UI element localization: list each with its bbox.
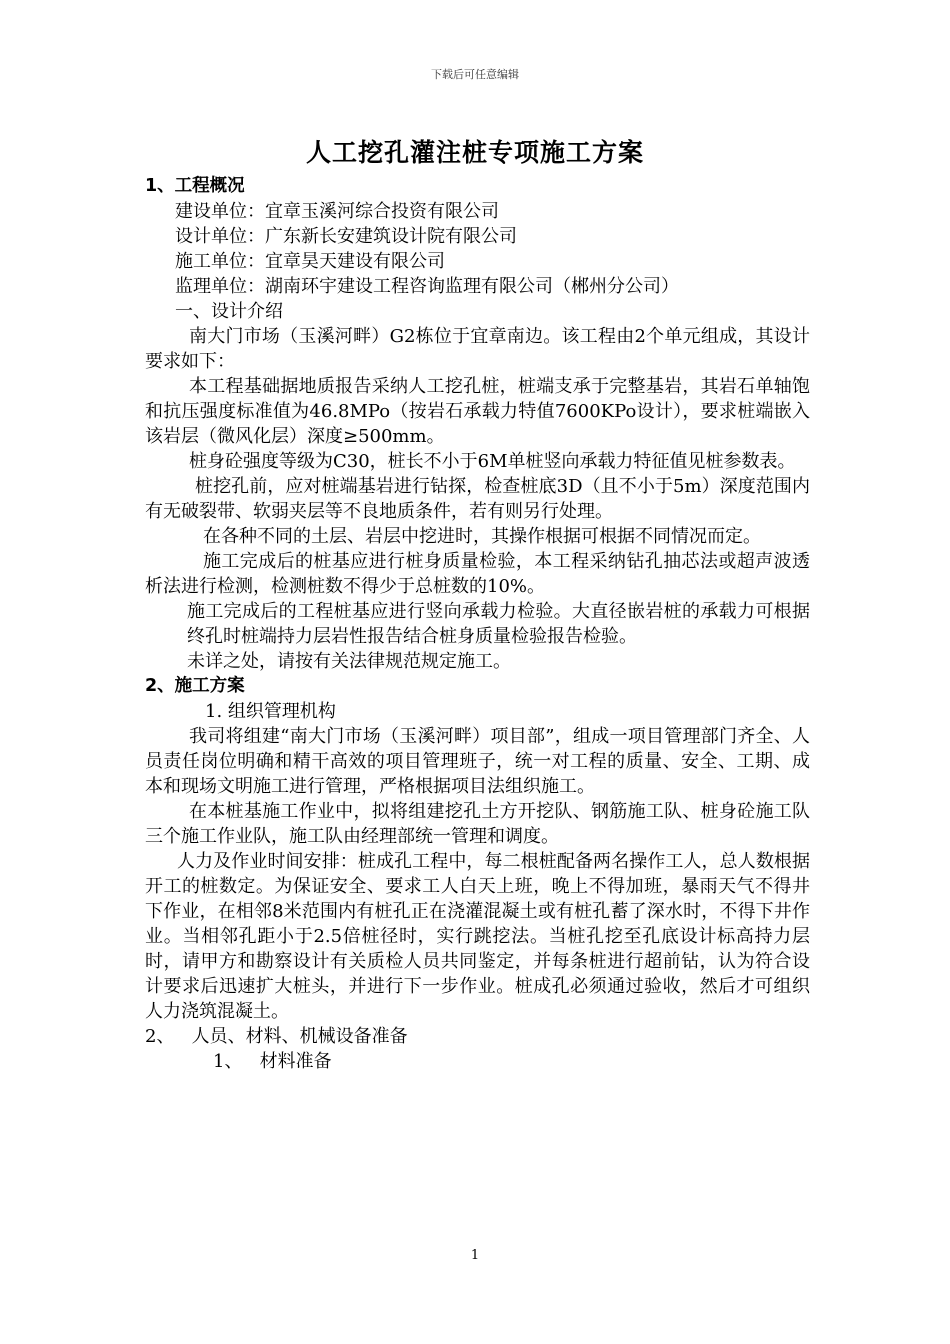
design-intro-heading: 一、设计介绍 <box>175 301 283 322</box>
section-1-heading: 1、工程概况 <box>145 176 245 196</box>
subheading: 1、 材料准备 <box>213 1051 332 1072</box>
build-unit: 建设单位：宜章玉溪河综合投资有限公司 <box>175 201 499 222</box>
page-header-note: 下载后可任意编辑 <box>431 68 519 81</box>
paragraph: 本工程基础据地质报告采纳人工挖孔桩，桩端支承于完整基岩，其岩石单轴饱和抗压强度标准值为46.8MPo（按岩石承载力特值7600KPo设计），要求桩端嵌入该岩层（微风化层）深度≥500mm。 <box>145 376 810 447</box>
supervise-unit: 监理单位：湖南环宇建设工程咨询监理有限公司（郴州分公司） <box>175 276 679 297</box>
paragraph: 我司将组建“南大门市场（玉溪河畔）项目部”，组成一项目管理部门齐全、人员责任岗位明确和精干高效的项目管理班子，统一对工程的质量、安全、工期、成本和现场文明施工进行管理，严格根据项目法组织施工。 <box>145 726 810 797</box>
paragraph: 未详之处，请按有关法律规范规定施工。 <box>187 651 511 672</box>
document-title: 人工挖孔灌注桩专项施工方案 <box>305 138 644 167</box>
section-2-heading: 2、施工方案 <box>145 676 245 696</box>
subheading: 1. 组织管理机构 <box>205 701 336 722</box>
paragraph: 在本桩基施工作业中，拟将组建挖孔土方开挖队、钢筋施工队、桩身砼施工队三个施工作业队，施工队由经理部统一管理和调度。 <box>145 801 810 847</box>
page-number: 1 <box>470 1248 480 1263</box>
paragraph: 施工完成后的桩基应进行桩身质量检验，本工程采纳钻孔抽芯法或超声波透析法进行检测，检测桩数不得少于总桩数的10%。 <box>145 551 810 597</box>
construct-unit: 施工单位：宜章昊天建设有限公司 <box>175 251 445 272</box>
paragraph: 施工完成后的工程桩基应进行竖向承载力检验。大直径嵌岩桩的承载力可根据终孔时桩端持力层岩性报告结合桩身质量检验报告检验。 <box>187 601 810 647</box>
subheading: 2、 人员、材料、机械设备准备 <box>145 1026 408 1047</box>
paragraph: 南大门市场（玉溪河畔）G2栋位于宜章南边。该工程由2个单元组成，其设计要求如下： <box>145 326 810 372</box>
paragraph: 在各种不同的土层、岩层中挖进时，其操作根据可根据不同情况而定。 <box>203 526 761 547</box>
design-unit: 设计单位：广东新长安建筑设计院有限公司 <box>175 226 517 247</box>
paragraph: 桩挖孔前，应对桩端基岩进行钻探，检查桩底3D（且不小于5m）深度范围内有无破裂带、软弱夹层等不良地质条件，若有则另行处理。 <box>145 476 810 522</box>
document-body <box>145 174 810 1074</box>
paragraph: 桩身砼强度等级为C30，桩长不小于6M单桩竖向承载力特征值见桩参数表。 <box>189 451 796 472</box>
paragraph: 人力及作业时间安排：桩成孔工程中，每二根桩配备两名操作工人，总人数根据开工的桩数定。为保证安全、要求工人白天上班，晚上不得加班，暴雨天气不得井下作业，在相邻8米范围内有桩孔正在浇灌混凝土或有桩孔蓄了深水时，不得下井作业。当相邻孔距小于2.5倍桩径时，实行跳挖法。当桩孔挖至孔底设计标高持力层时，请甲方和勘察设计有关质检人员共同鉴定，并每条桩进行超前钻，认为符合设计要求后迅速扩大桩头，并进行下一步作业。桩成孔必须通过验收，然后才可组织人力浇筑混凝土。 <box>145 851 810 1022</box>
